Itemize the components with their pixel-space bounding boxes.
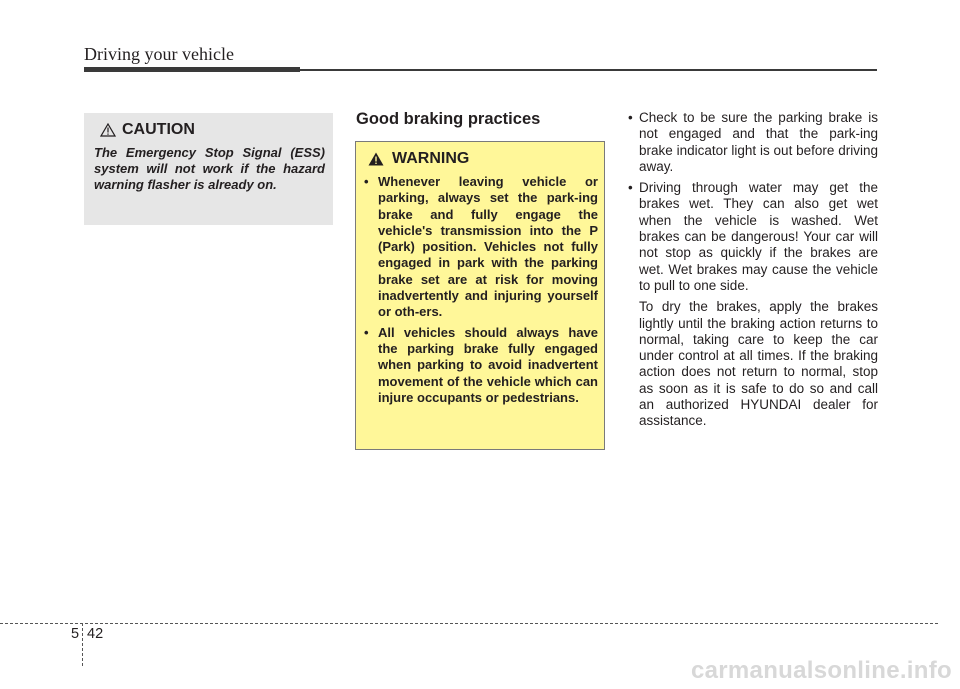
list-item-text: Driving through water may get the brakes wet. They can also get wet when the vehicle is washed. Wet brakes can be dangerous! Your car will not stop as quickly if the brakes are wet. Wet brakes may cause the vehicle to pull to one side. — [639, 180, 878, 293]
footer-rule — [0, 623, 938, 624]
caution-text: The Emergency Stop Signal (ESS) system will not work if the hazard warning flasher is already on. — [94, 145, 325, 192]
warning-header — [368, 150, 598, 168]
header-rule-thin — [300, 69, 877, 71]
warning-triangle-icon — [368, 152, 384, 166]
warning-box — [355, 141, 605, 450]
chapter-number: 5 — [71, 626, 80, 642]
warning-item-text: All vehicles should always have the parking brake fully engaged when parking to avoid inadvertent movement of the vehicle which can injure occupants or pedestrians. — [378, 324, 598, 405]
caution-box — [84, 113, 333, 225]
bullet-icon: • — [628, 110, 633, 125]
caution-triangle-icon — [100, 123, 116, 137]
watermark: carmanualsonline.info — [690, 657, 952, 684]
caution-header — [100, 121, 325, 139]
warning-item — [364, 174, 598, 321]
bullet-icon: • — [364, 174, 369, 189]
header-rule-thick — [84, 67, 300, 72]
warning-item-text: Whenever leaving vehicle or parking, always set the park-ing brake and fully engage the vehicle's transmission into the P (Park) position. Vehicles not fully engaged in park with the parking brake set are at risk for moving inadvertently and injuring yourself or oth-ers. — [378, 174, 598, 320]
caution-title: CAUTION — [122, 121, 195, 138]
list-item — [628, 110, 878, 175]
page-number: 42 — [87, 626, 104, 642]
footer-divider — [82, 623, 83, 666]
warning-list — [364, 174, 598, 406]
right-column — [628, 110, 878, 430]
drying-brakes-paragraph: To dry the brakes, apply the brakes lightly until the braking action returns to normal, taking care to keep the car under control at all times. If the braking action does not return to normal, stop as soon as it is safe to do so and call an authorized HYUNDAI dealer for assistance. — [639, 299, 878, 429]
list-item-text: Check to be sure the parking brake is not engaged and that the park-ing brake indicator light is out before driving away. — [639, 110, 878, 174]
list-item — [628, 180, 878, 294]
bullet-icon: • — [364, 324, 369, 340]
bullet-icon: • — [628, 180, 633, 196]
warning-title: WARNING — [392, 150, 470, 167]
warning-item — [364, 325, 598, 406]
running-header-title: Driving your vehicle — [84, 44, 234, 64]
section-title: Good braking practices — [356, 110, 541, 128]
